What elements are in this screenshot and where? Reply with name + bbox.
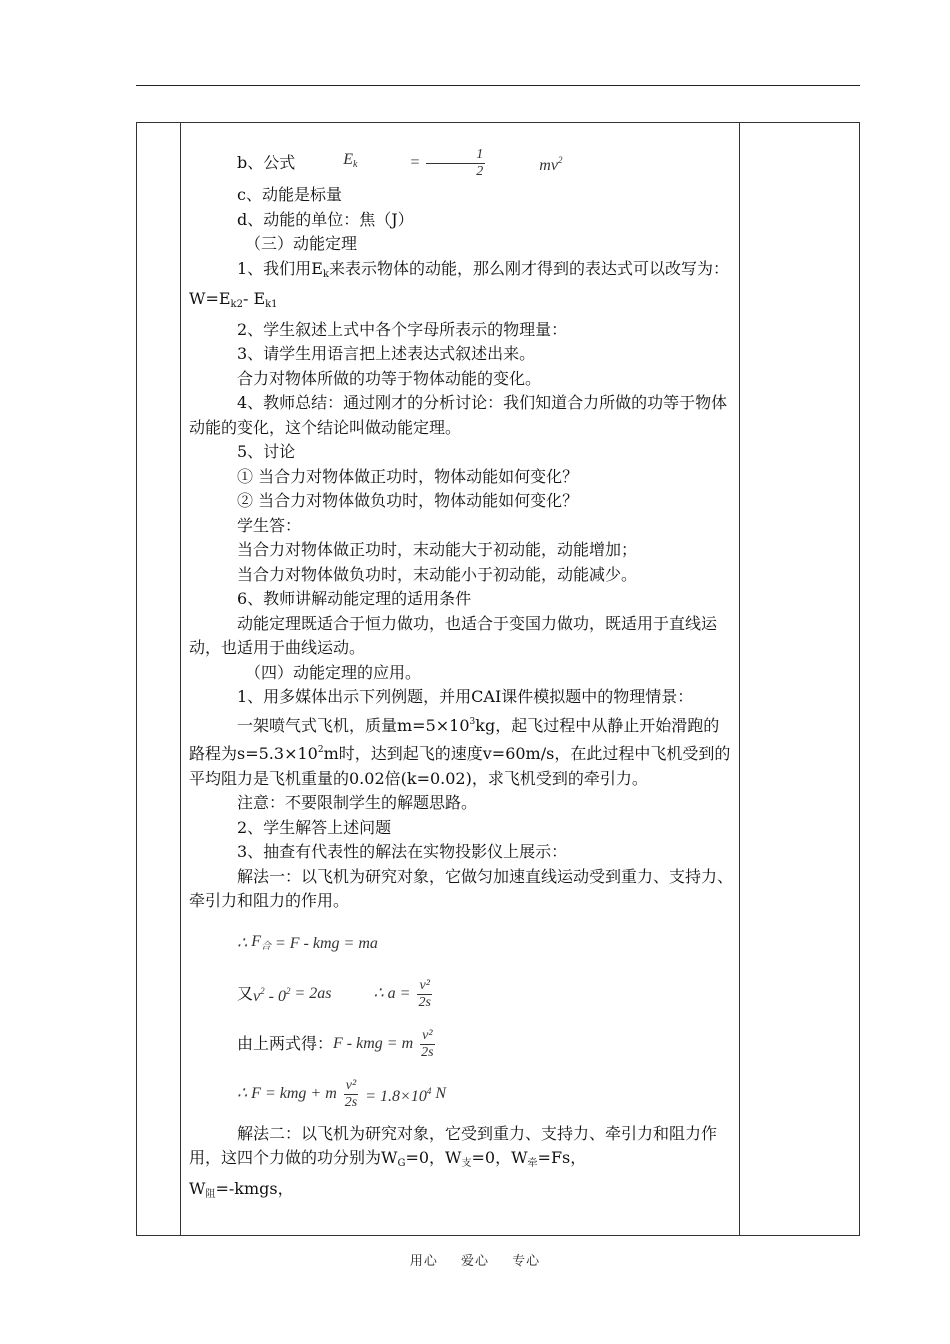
right-column-divider bbox=[739, 123, 740, 1235]
para-6b: 动能定理既适合于恒力做功，也适合于变国力做功，既适用于直线运动，也适用于曲线运动。 bbox=[189, 613, 718, 657]
text: =Fs， bbox=[537, 1148, 587, 1167]
fraction bbox=[426, 147, 485, 180]
text: =0，W bbox=[471, 1148, 528, 1167]
text: 1、我们用 bbox=[237, 258, 312, 278]
fraction-num: v² bbox=[345, 1078, 357, 1093]
text: 一架喷气式飞机，质量m=5×10 bbox=[237, 715, 470, 735]
equation bbox=[237, 1078, 446, 1111]
application-3: 3、抽查有代表性的解法在实物投影仪上展示： bbox=[237, 842, 568, 861]
math-text: - 0 bbox=[268, 988, 286, 1006]
footer-text: 爱心 bbox=[460, 1254, 489, 1269]
equation bbox=[237, 930, 378, 960]
fraction-den: 2s bbox=[418, 995, 431, 1010]
math-label: 又 bbox=[237, 984, 254, 1004]
text: =-kmgs， bbox=[215, 1178, 294, 1198]
formula-sup: 2 bbox=[557, 154, 563, 165]
formula-eq: = bbox=[409, 153, 421, 171]
text-sub: 阻 bbox=[205, 1188, 216, 1200]
lesson-table bbox=[136, 122, 860, 1236]
text-sub: G bbox=[397, 1158, 406, 1169]
text-sub: k2 bbox=[230, 299, 243, 310]
equation bbox=[253, 978, 435, 1011]
math-text: v bbox=[253, 988, 261, 1006]
fraction-den: 2s bbox=[344, 1095, 358, 1110]
fraction-den: 2 bbox=[476, 163, 484, 179]
math-text: = 2as bbox=[294, 985, 332, 1003]
text: =0，W bbox=[405, 1148, 462, 1167]
solution-2-cont bbox=[189, 1177, 735, 1208]
math-row-3 bbox=[189, 1020, 735, 1070]
answer-1: 当合力对物体做正功时，末动能大于初动能，动能增加； bbox=[237, 540, 638, 559]
line-d: d、动能的单位：焦（J） bbox=[237, 209, 414, 229]
para-1 bbox=[189, 257, 735, 318]
question-2: ② 当合力对物体做负功时，物体动能如何变化？ bbox=[237, 491, 579, 510]
text-sub: k bbox=[322, 268, 329, 280]
math-row-2 bbox=[189, 970, 735, 1020]
fraction-num: v² bbox=[422, 1028, 433, 1043]
formula-symbol: E bbox=[343, 151, 354, 169]
text: 解法二：以飞机为研究对象，它受到重力、支持力、牵引力和阻力作用，这四个力做的功分别为W bbox=[189, 1123, 718, 1167]
solution-1: 解法一：以飞机为研究对象，它做匀加速直线运动受到重力、支持力、牵引力和阻力的作用。 bbox=[189, 866, 734, 910]
math-text: ∴ F = kmg + m bbox=[237, 1085, 337, 1103]
text-sub: k1 bbox=[265, 299, 278, 310]
math-text: F bbox=[251, 932, 261, 950]
math-sup: 2 bbox=[260, 986, 265, 997]
fraction-num: v² bbox=[419, 978, 430, 993]
section-three-heading: （三）动能定理 bbox=[245, 234, 358, 253]
left-column-divider bbox=[180, 123, 181, 1235]
text: kg，起飞过程中从静止开始滑跑的路程为s=5.3×10 bbox=[189, 715, 720, 763]
header-rule bbox=[136, 85, 860, 86]
application-1: 1、用多媒体出示下列例题，并用CAI课件模拟题中的物理情景： bbox=[237, 687, 694, 706]
text: W bbox=[189, 1178, 206, 1198]
text: - E bbox=[242, 289, 266, 308]
math-text: ∴ bbox=[237, 935, 248, 953]
math-sub: 合 bbox=[260, 940, 271, 952]
line-text: b、公式 bbox=[237, 152, 296, 172]
question-1: ① 当合力对物体做正功时，物体动能如何变化？ bbox=[237, 466, 579, 486]
fraction-den: 2s bbox=[421, 1045, 434, 1060]
math-row-1 bbox=[189, 920, 735, 970]
text: E bbox=[311, 258, 323, 278]
para-6: 6、教师讲解动能定理的适用条件 bbox=[237, 589, 472, 608]
text-sup: 2 bbox=[317, 745, 324, 755]
formula-sub: k bbox=[353, 159, 358, 171]
page-footer bbox=[0, 1250, 950, 1269]
formula-ek-line bbox=[189, 143, 735, 183]
text-sub: 牵 bbox=[527, 1158, 538, 1169]
footer-text: 专心 bbox=[512, 1254, 541, 1269]
text-sub: 支 bbox=[461, 1158, 472, 1169]
lesson-content bbox=[189, 143, 735, 1207]
para-3b: 合力对物体所做的功等于物体动能的变化。 bbox=[237, 368, 542, 388]
text-sup: 3 bbox=[469, 716, 476, 727]
fraction bbox=[343, 1078, 359, 1111]
fraction-num: 1 bbox=[426, 147, 485, 164]
para-4: 4、教师总结：通过刚才的分析讨论：我们知道合力所做的功等于物体动能的变化，这个结论叫做动能定理。 bbox=[189, 393, 728, 437]
solution-2 bbox=[189, 1122, 735, 1177]
math-text: F - kmg = m bbox=[333, 1035, 414, 1053]
fraction bbox=[419, 1028, 435, 1061]
answer-label: 学生答： bbox=[237, 515, 302, 535]
math-text: ∴ a = bbox=[373, 985, 411, 1003]
line-c: c、动能是标量 bbox=[237, 185, 342, 204]
para-3: 3、请学生用语言把上述表达式叙述出来。 bbox=[237, 344, 536, 363]
math-label: 由上两式得： bbox=[237, 1034, 334, 1054]
fraction bbox=[416, 978, 432, 1011]
math-text: N bbox=[435, 1085, 446, 1103]
text: m时，达到起飞的速度v=60m/s，在此过程中飞机受到的平均阻力是飞机重量的0.02倍(k=0.02)，求飞机受到的牵引力。 bbox=[189, 744, 731, 788]
formula-symbol: mv bbox=[539, 156, 558, 174]
math-text: = F - kmg = ma bbox=[274, 935, 378, 953]
ek-formula bbox=[295, 147, 562, 180]
answer-2: 当合力对物体做负功时，末动能小于初动能，动能减少。 bbox=[237, 564, 638, 584]
para-2: 2、学生叙述上式中各个字母所表示的物理量： bbox=[237, 319, 568, 339]
section-four-heading: （四）动能定理的应用。 bbox=[245, 662, 422, 682]
math-row-4 bbox=[189, 1070, 735, 1120]
math-text: = 1.8×10 bbox=[365, 1088, 427, 1106]
equation bbox=[333, 1028, 438, 1061]
footer-text: 用心 bbox=[409, 1254, 438, 1269]
note: 注意：不要限制学生的解题思路。 bbox=[237, 793, 478, 812]
problem-statement bbox=[189, 710, 735, 792]
para-5: 5、讨论 bbox=[237, 442, 296, 461]
math-sup: 2 bbox=[285, 986, 291, 997]
application-2: 2、学生解答上述问题 bbox=[237, 817, 392, 837]
text: 来表示物体的动能，那么刚才得到的表达式可以改写为：W=E bbox=[189, 258, 729, 308]
math-sup: 4 bbox=[426, 1086, 432, 1097]
